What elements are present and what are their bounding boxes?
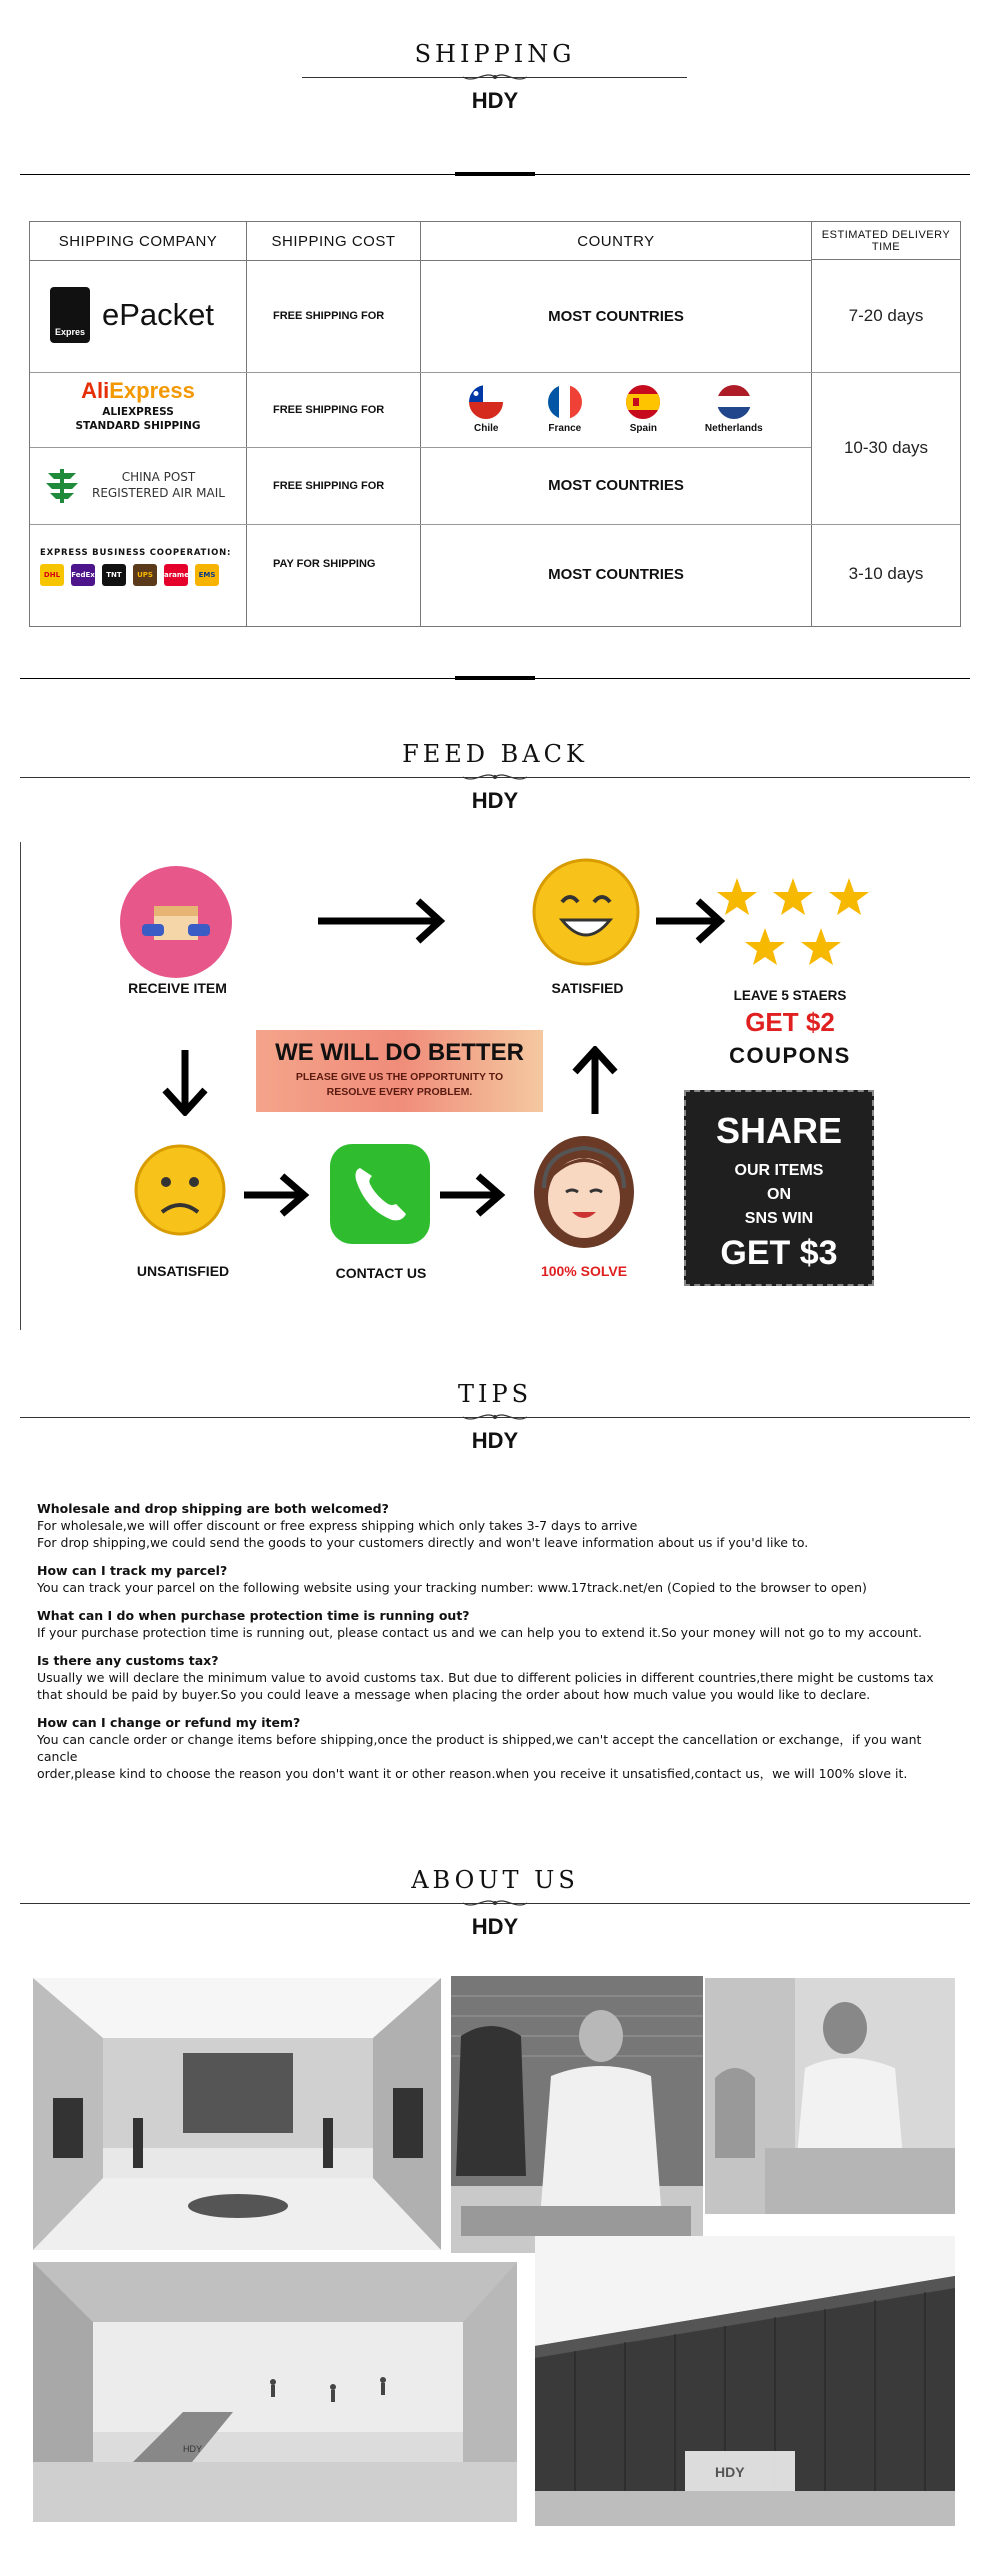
tips-list	[37, 1500, 957, 1782]
ups-icon: UPS	[133, 564, 157, 586]
tips-title: TIPS	[457, 1380, 533, 1408]
flag-netherlands: Netherlands	[705, 385, 763, 434]
tnt-icon: TNT	[102, 564, 126, 586]
leave-stars-label: LEAVE 5 STAERS	[733, 988, 847, 1003]
better-title: WE WILL DO BETTER	[275, 1039, 524, 1066]
store-interior-photo	[33, 1978, 441, 2250]
mall-sign-text: HDY	[183, 2444, 203, 2454]
designer-photo	[705, 1978, 955, 2214]
ornament-icon	[455, 70, 535, 84]
arrow-right-icon	[318, 896, 446, 946]
cost-row4: PAY FOR SHIPPING	[273, 558, 376, 570]
epacket-logo	[50, 280, 214, 350]
chinapost-logo	[42, 458, 242, 512]
get3-label: GET $3	[720, 1234, 838, 1272]
arrow-up-icon	[570, 1046, 620, 1114]
tip-question: How can I track my parcel?	[37, 1563, 228, 1578]
five-stars-icon	[716, 876, 870, 976]
aliexpress-logo: AliExpress ALIEXPRESS STANDARD SHIPPING	[30, 378, 246, 432]
receive-item-label: RECEIVE ITEM	[128, 980, 227, 996]
divider-accent	[455, 676, 535, 680]
arrow-right-icon	[440, 1172, 506, 1218]
ornament-icon	[455, 1410, 535, 1424]
shipping-title: SHIPPING	[414, 40, 576, 68]
tip-answer: Usually we will declare the minimum value to avoid customs tax. But due to different policies in different countries,there might be customs tax	[37, 1670, 934, 1685]
building-sign-text: HDY	[715, 2464, 745, 2480]
cost-row3: FREE SHIPPING FOR	[273, 479, 385, 492]
phone-icon	[326, 1140, 434, 1248]
shipping-table	[29, 221, 961, 627]
better-banner	[256, 1030, 543, 1112]
chinapost-line1: CHINA POST	[121, 470, 196, 484]
divider-accent	[455, 172, 535, 176]
tailor-photo	[451, 1976, 703, 2253]
chile-flag-icon	[469, 385, 503, 419]
flag-chile: Chile	[469, 385, 503, 434]
sns-win-label: SNS WIN	[744, 1210, 814, 1227]
solve-label: 100% SOLVE	[540, 1263, 628, 1279]
header-delivery: ESTIMATED DELIVERY TIME	[812, 222, 960, 260]
our-items-label: OUR ITEMS	[734, 1162, 824, 1179]
ems-icon: EMS	[195, 564, 219, 586]
country-row3: MOST COUNTRIES	[548, 477, 684, 494]
cost-row1: FREE SHIPPING FOR	[273, 310, 385, 322]
receive-item-icon	[120, 866, 232, 978]
feedback-border	[20, 842, 21, 1330]
better-line2: RESOLVE EVERY PROBLEM.	[326, 1086, 473, 1098]
netherlands-flag-icon	[717, 385, 751, 419]
tip-answer: that should be paid by buyer.So you could leave a message when placing the order about how much value you would like to declare.	[37, 1687, 871, 1702]
satisfied-face-icon	[532, 858, 640, 966]
cost-row2: FREE SHIPPING FOR	[273, 403, 385, 416]
epacket-label: ePacket	[102, 297, 215, 332]
about-title: ABOUT US	[411, 1866, 579, 1894]
unsatisfied-face-icon	[134, 1144, 226, 1236]
tip-answer: You can track your parcel on the following website using your tracking number: www.17track.net/en (Copied to the browser to open)	[37, 1580, 867, 1595]
express-title: EXPRESS BUSINESS COOPERATION:	[40, 548, 232, 558]
country-row4: MOST COUNTRIES	[548, 565, 684, 583]
arrow-down-icon	[160, 1050, 210, 1116]
ornament-icon	[455, 1896, 535, 1910]
country-row1: MOST COUNTRIES	[548, 307, 684, 325]
express-logos	[40, 548, 245, 586]
chinapost-line2: REGISTERED AIR MAIL	[92, 486, 225, 500]
time-row2: 10-30 days	[843, 438, 929, 457]
unsatisfied-label: UNSATISFIED	[136, 1263, 230, 1279]
mall-photo	[33, 2262, 517, 2522]
aramex-icon: aramex	[164, 564, 188, 586]
tip-answer: You can cancle order or change items before shipping,once the product is shipped,we can't accept the cancellation or exchange，if you want cancle	[37, 1732, 922, 1764]
share-box	[684, 1090, 874, 1286]
time-row1: 7-20 days	[848, 306, 924, 325]
tip-answer: For drop shipping,we could send the goods to your customers directly and won't leave information about us if you'd like to.	[37, 1535, 809, 1550]
france-flag-icon	[548, 385, 582, 419]
support-agent-icon	[530, 1132, 638, 1260]
dhl-icon: DHL	[40, 564, 64, 586]
flag-spain: Spain	[626, 385, 660, 434]
aliexpress-line2: STANDARD SHIPPING	[75, 420, 201, 432]
satisfied-label: SATISFIED	[551, 980, 624, 996]
coupons-label: COUPONS	[729, 1043, 851, 1068]
header-country: COUNTRY	[421, 222, 812, 261]
feedback-title: FEED BACK	[402, 740, 588, 768]
tip-answer: For wholesale,we will offer discount or free express shipping which only takes 3-7 days to arrive	[37, 1518, 638, 1533]
spain-flag-icon	[626, 385, 660, 419]
tip-question: What can I do when purchase protection time is running out?	[37, 1608, 470, 1623]
get2-label: GET $2	[745, 1007, 835, 1037]
fedex-icon: FedEx	[71, 564, 95, 586]
on-label: ON	[767, 1186, 791, 1203]
time-row4: 3-10 days	[848, 564, 924, 583]
flag-france: France	[548, 385, 582, 434]
header-company: SHIPPING COMPANY	[30, 222, 247, 261]
share-label: SHARE	[715, 1110, 843, 1151]
china-post-icon	[42, 465, 82, 505]
contact-us-label: CONTACT US	[335, 1265, 427, 1281]
tip-question: Is there any customs tax?	[37, 1653, 219, 1668]
brand-logo: HDY	[471, 788, 519, 813]
tip-question: How can I change or refund my item?	[37, 1715, 301, 1730]
brand-logo: HDY	[471, 88, 519, 113]
ornament-icon	[455, 770, 535, 784]
header-cost: SHIPPING COST	[247, 222, 421, 261]
brand-logo: HDY	[471, 1428, 519, 1453]
tip-answer: If your purchase protection time is running out, please contact us and we can help you to extend it.So your money will not go to my account.	[37, 1625, 923, 1640]
arrow-right-icon	[244, 1172, 310, 1218]
brand-logo: HDY	[471, 1914, 519, 1939]
tip-answer: order,please kind to choose the reason you don't want it or other reason.when you receive it unsatisfied,contact us，we will 100% slove it.	[37, 1766, 908, 1781]
aliexpress-line1: ALIEXPRESS	[102, 406, 174, 418]
better-line1: PLEASE GIVE US THE OPPORTUNITY TO	[295, 1071, 504, 1083]
ems-badge-icon: Expres	[50, 287, 90, 343]
warehouse-photo	[535, 2236, 955, 2526]
tip-question: Wholesale and drop shipping are both welcomed?	[37, 1501, 389, 1516]
flag-list	[421, 385, 811, 434]
